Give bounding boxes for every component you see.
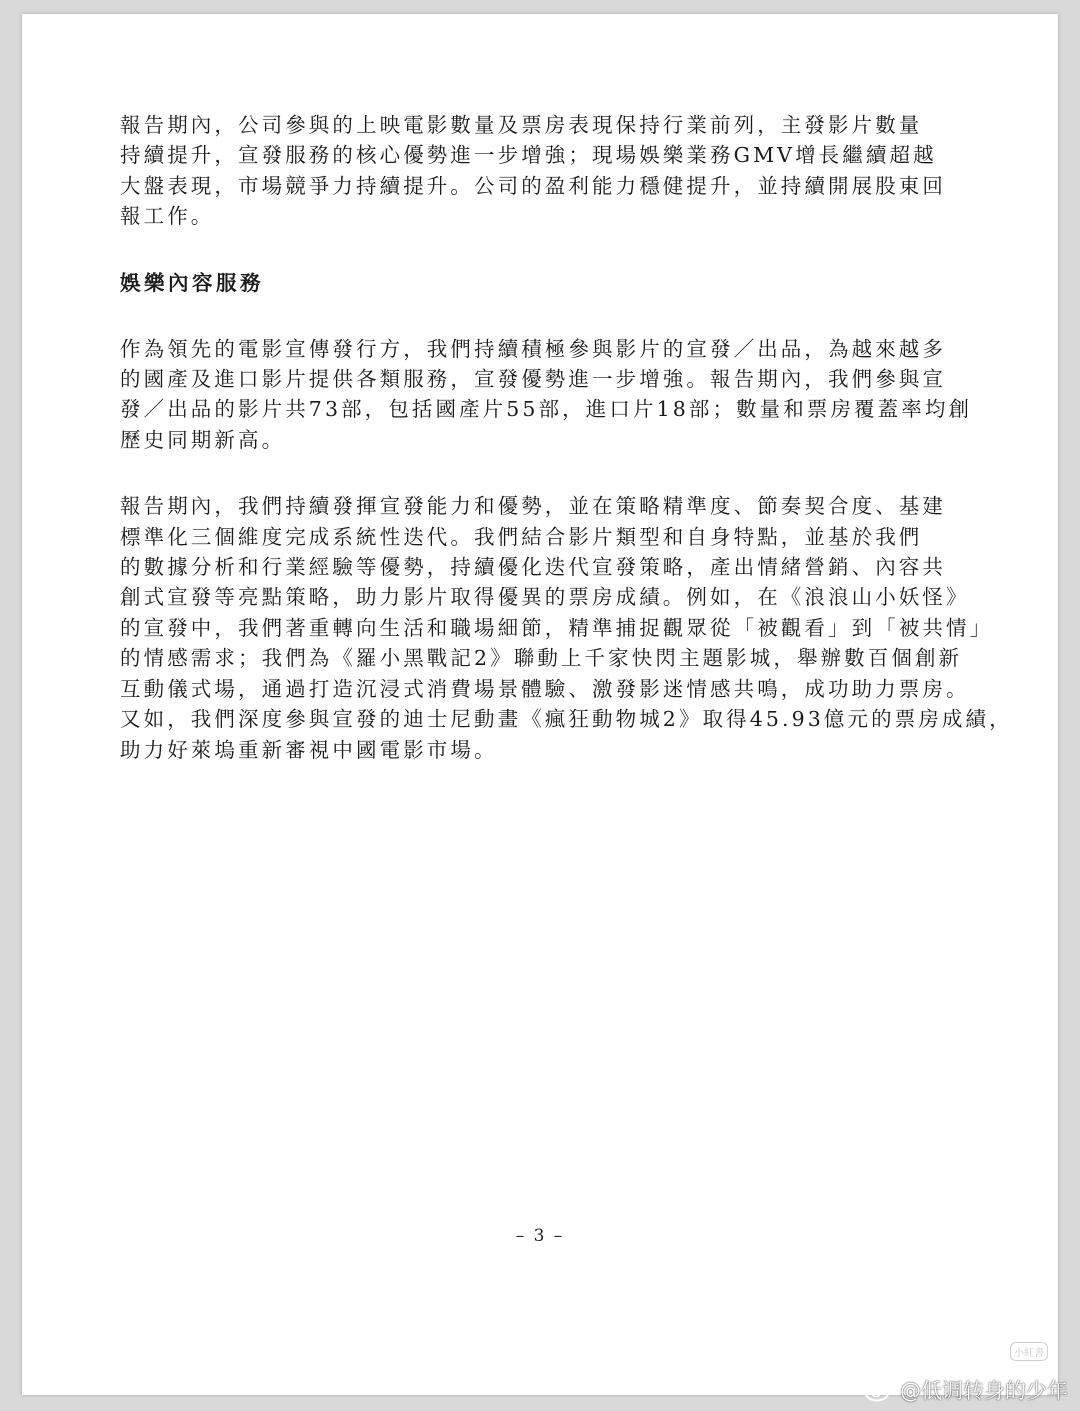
page-number: – 3 – xyxy=(515,1226,565,1246)
paragraph-line: 報工作。 xyxy=(120,204,215,229)
weibo-icon xyxy=(864,1378,894,1402)
paragraph-line: 作為領先的電影宣傳發行方，我們持續積極參與影片的宣發／出品，為越來越多 xyxy=(120,336,946,361)
xiaohongshu-stamp: 小紅書 xyxy=(1010,1342,1048,1361)
watermark-text: @低调转身的少年 xyxy=(900,1379,1068,1403)
section-paragraph-1 xyxy=(120,334,973,456)
paragraph-line: 發／出品的影片共73部，包括國產片55部，進口片18部；數量和票房覆蓋率均創 xyxy=(120,397,973,422)
paragraph-line: 助力好萊塢重新審視中國電影市場。 xyxy=(120,737,498,762)
paragraph-line: 又如，我們深度參與宣發的迪士尼動畫《瘋狂動物城2》取得45.93億元的票房成績， xyxy=(120,707,1013,732)
paragraph-line: 標準化三個維度完成系統性迭代。我們結合影片類型和自身特點，並基於我們 xyxy=(120,524,923,549)
intro-paragraph xyxy=(120,110,960,232)
paragraph-line: 持續提升，宣發服務的核心優勢進一步增強；現場娛樂業務GMV增長繼續超越 xyxy=(120,143,937,168)
paragraph-line: 互動儀式場，通過打造沉浸式消費場景體驗、激發影迷情感共鳴，成功助力票房。 xyxy=(120,676,970,701)
document-content xyxy=(120,110,1013,801)
weibo-watermark xyxy=(864,1375,1068,1405)
paragraph-line: 的數據分析和行業經驗等優勢，持續優化迭代宣發策略，產出情緒營銷、內容共 xyxy=(120,555,946,580)
paragraph-line: 的宣發中，我們著重轉向生活和職場細節，精準捕捉觀眾從「被觀看」到「被共情」 xyxy=(120,615,994,640)
paragraph-line: 報告期內，我們持續發揮宣發能力和優勢，並在策略精準度、節奏契合度、基建 xyxy=(120,494,946,519)
paragraph-line: 報告期內，公司參與的上映電影數量及票房表現保持行業前列，主發影片數量 xyxy=(120,113,923,137)
section-heading: 娛樂內容服務 xyxy=(120,270,264,295)
document-page xyxy=(22,14,1058,1395)
section-paragraph-2 xyxy=(120,491,1013,765)
paragraph-line: 的情感需求；我們為《羅小黑戰記2》聯動上千家快閃主題影城，舉辦數百個創新 xyxy=(120,646,963,671)
paragraph-line: 創式宣發等亮點策略，助力影片取得優異的票房成績。例如，在《浪浪山小妖怪》 xyxy=(120,585,970,610)
paragraph-line: 的國產及進口影片提供各類服務，宣發優勢進一步增強。報告期內，我們參與宣 xyxy=(120,367,946,392)
paragraph-line: 歷史同期新高。 xyxy=(120,427,286,452)
paragraph-line: 大盤表現，市場競爭力持續提升。公司的盈利能力穩健提升，並持續開展股東回 xyxy=(120,173,946,198)
